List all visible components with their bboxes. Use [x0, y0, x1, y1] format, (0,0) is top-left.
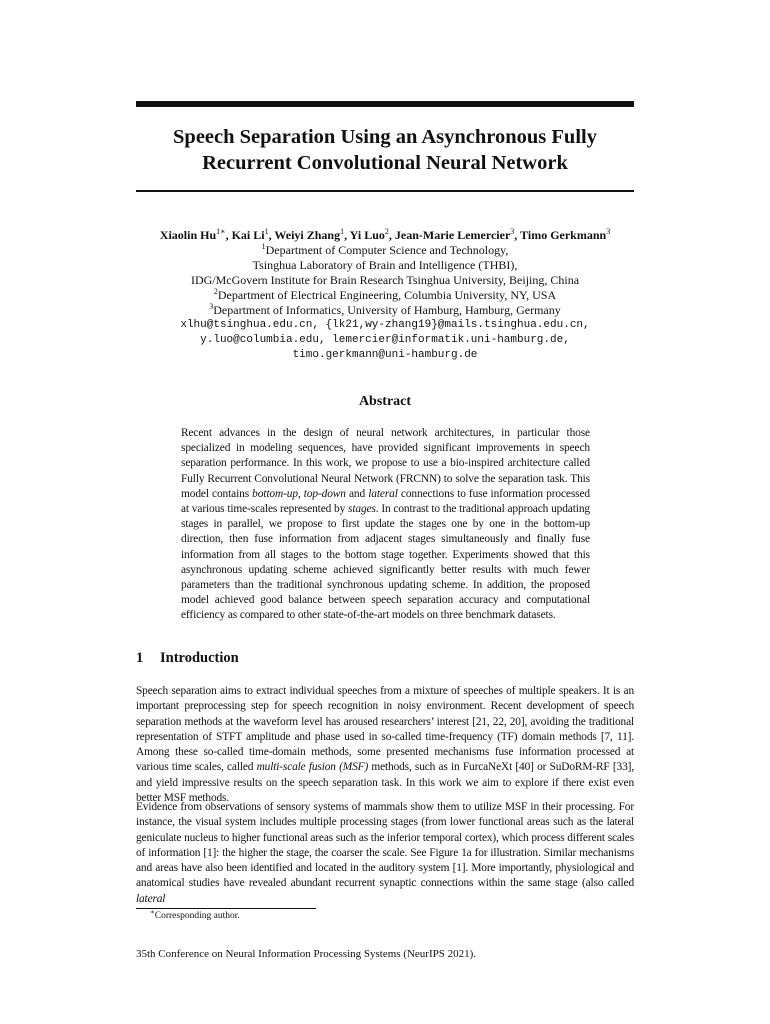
title-line-1: Speech Separation Using an Asynchronous Fully — [173, 126, 597, 148]
paragraph-emphasis: lateral — [136, 892, 166, 905]
section-heading-introduction — [136, 650, 239, 667]
title-bottom-rule — [136, 190, 634, 192]
abstract-emphasis: stages — [348, 503, 376, 516]
author-names: Xiaolin $Hu^{1∗}$, Kai Li$^1$, Weiyi Zhang$^1$, Yi Luo$^2$, Jean-Marie Lemercier$^3$, Timo Gerkmann$^3$ — [159, 227, 611, 242]
author-name: Jean-Marie Lemercier — [394, 228, 511, 242]
affiliation-line — [100, 273, 670, 288]
author-affiliation-mark: 1 — [340, 227, 345, 236]
section-title: Introduction — [160, 650, 239, 666]
affiliation-text: Department of Computer Science and Technology, — [265, 243, 509, 257]
abstract-emphasis: bottom-up — [252, 487, 298, 500]
abstract-emphasis: top-down — [303, 487, 346, 500]
author-name: Weiyi Zhang — [274, 228, 341, 242]
author-affiliation-mark: 1 — [264, 227, 269, 236]
affiliation-line — [100, 243, 670, 258]
footnote — [150, 908, 240, 921]
email-line: timo.gerkmann@uni-hamburg.de — [292, 349, 478, 361]
author-affiliation-mark: 3 — [510, 227, 515, 236]
paragraph-segment: methods, such as in FurcaNeXt [40] or SuDoRM-RF [33], and yield impressive results on the speech separation task. In this work we aim to explore if there exist even better MSF methods. — [136, 761, 634, 805]
paragraph — [136, 684, 634, 806]
abstract-emphasis: lateral — [368, 487, 398, 500]
abstract-text — [181, 426, 590, 624]
abstract-segment: and — [345, 487, 369, 500]
abstract-segment: . In contrast to the traditional approach updating stages in parallel, we propose to first update the stages one by one in the bottom-up direction, then fuse information from adjacent stages simultaneously and finally fuse information from all stages to the bottom stage together. Experiments showed that this asynchronous updating scheme achieved significantly better results with much fewer parameters than the traditional synchronous updating scheme. In addition, the proposed model achieved good balance between speech separation accuracy and computational efficiency as compared to other state-of-the-art models on three benchmark datasets. — [181, 503, 590, 622]
footnote-mark: ∗ — [150, 908, 155, 916]
paragraph — [136, 800, 634, 907]
affiliation-text: IDG/McGovern Institute for Brain Research Tsinghua University, Beijing, China — [190, 273, 580, 287]
title-top-rule — [136, 101, 634, 107]
email-line: y.luo@columbia.edu, lemercier@informatik.uni-hamburg.de, — [200, 334, 570, 346]
affiliation-text: Department of Informatics, University of Hamburg, Hamburg, Germany — [213, 303, 561, 317]
section-number: 1 — [136, 650, 144, 666]
affiliation-line — [100, 288, 670, 303]
abstract-segment: connections to fuse information processed at various time-scales represented by — [181, 487, 590, 516]
venue-line: 35th Conference on Neural Information Processing Systems (NeurIPS 2021). — [136, 948, 477, 960]
author-name: Timo Gerkmann — [520, 228, 607, 242]
paragraph-segment: Evidence from observations of sensory systems of mammals show them to utilize MSF in their processing. For instance, the visual system includes multiple processing stages (from lower functional areas such as the lateral geniculate nucleus to higher functional areas such as the inferior temporal cortex), which process different scales of information [1]: the higher the stage, the coarser the scale. See Figure 1a for illustration. Similar mechanisms and areas have also been identified and located in the auditory system [1]. More importantly, physiological and anatomical studies have revealed abundant recurrent synaptic connections within the same stage (also called — [136, 801, 634, 890]
footnote-rule — [136, 908, 316, 909]
affiliation-text: Tsinghua Laboratory of Brain and Intelligence (THBI), — [252, 258, 518, 272]
affiliation-line — [100, 258, 670, 273]
abstract-segment: , — [297, 487, 304, 500]
abstract-heading: Abstract — [358, 394, 412, 409]
author-affiliation-mark: 3 — [606, 227, 611, 236]
paper-title — [136, 124, 634, 176]
affiliation-mark: 3 — [209, 302, 214, 311]
author-name: Yi Luo — [349, 228, 385, 242]
affiliation-text: Department of Electrical Engineering, Columbia University, NY, USA — [217, 288, 557, 302]
abstract-segment: Recent advances in the design of neural network architectures, in particular those specialized in modeling sequences, have provided significant improvements in speech separation performance. In this work, we propose to use a bio-inspired architecture called Fully Recurrent Convolutional Neural Network (FRCNN) to solve the separation task. This model contains — [181, 427, 590, 500]
footnote-text: Corresponding author. — [154, 911, 240, 921]
title-line-2: Recurrent Convolutional Neural Network — [202, 152, 568, 174]
affiliation-mark: 1 — [261, 242, 266, 251]
author-name: Xiaolin Hu — [159, 228, 217, 242]
email-line: xlhu@tsinghua.edu.cn, {lk21,wy-zhang19}@mails.tsinghua.edu.cn, — [180, 319, 590, 331]
author-name: Kai Li — [231, 228, 265, 242]
affiliation-mark: 2 — [213, 287, 218, 296]
affiliation-line — [100, 303, 670, 318]
author-affiliation-mark: 1∗ — [216, 227, 226, 236]
paragraph-segment: Speech separation aims to extract individual speeches from a mixture of speeches of multiple speakers. It is an important preprocessing step for speech recognition in noisy environment. Recent development of speech separation methods at the waveform level has aroused researchers’ interest [21, 22, 20], avoiding the traditional representation of STFT amplitude and phase used in so-called time-frequency (TF) domain methods [7, 11]. Among these so-called time-domain methods, some presented mechanisms fuse information processed at various time scales, called — [136, 685, 634, 774]
paragraph-emphasis: multi-scale fusion (MSF) — [256, 761, 369, 774]
author-block — [100, 228, 670, 363]
author-affiliation-mark: 2 — [384, 227, 389, 236]
